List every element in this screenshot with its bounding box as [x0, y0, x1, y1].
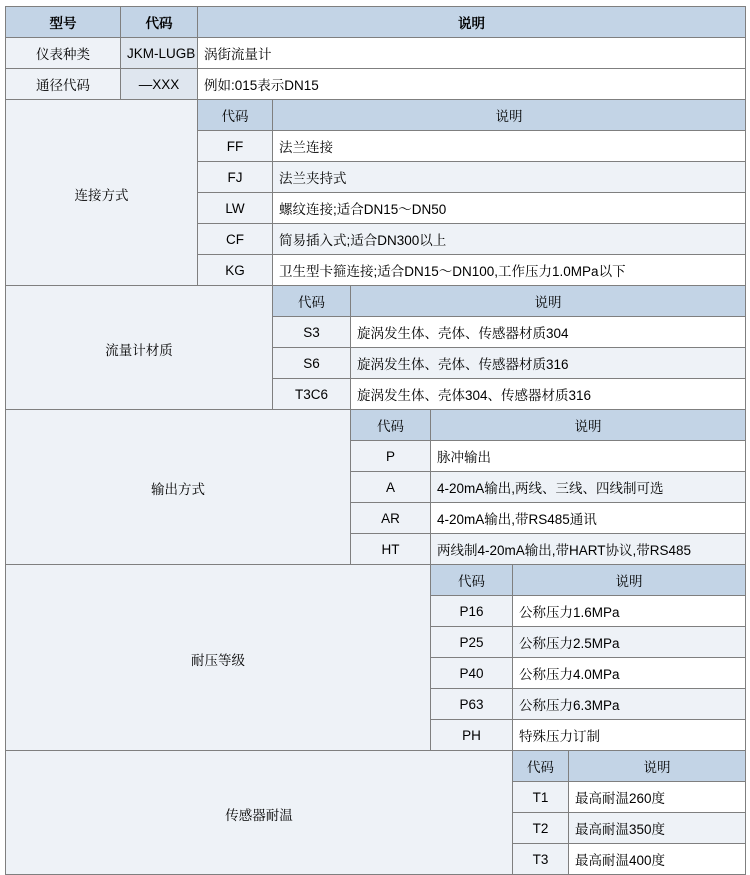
code-connection-fj: FJ	[198, 162, 273, 193]
desc-output-a: 4-20mA输出,两线、三线、四线制可选	[431, 472, 746, 503]
code-output-a: A	[351, 472, 431, 503]
code-material-s3: S3	[273, 317, 351, 348]
header-code: 代码	[121, 7, 198, 38]
desc-material-s3: 旋涡发生体、壳体、传感器材质304	[351, 317, 746, 348]
row-code-instrument-type: JKM-LUGB	[121, 38, 198, 69]
desc-output-ht: 两线制4-20mA输出,带HART协议,带RS485	[431, 534, 746, 565]
desc-pressure-p63: 公称压力6.3MPa	[513, 689, 746, 720]
group-label-pressure: 耐压等级	[191, 652, 245, 668]
group-blank-temperature	[6, 751, 513, 875]
desc-output-p: 脉冲输出	[431, 441, 746, 472]
code-pressure-ph: PH	[431, 720, 513, 751]
table-header-row	[6, 7, 746, 38]
group-material-subheader-row	[6, 286, 746, 317]
code-connection-lw: LW	[198, 193, 273, 224]
desc-temperature-t2: 最高耐温350度	[569, 813, 746, 844]
subheader-code-connection: 代码	[198, 100, 273, 131]
desc-pressure-p16: 公称压力1.6MPa	[513, 596, 746, 627]
code-connection-ff: FF	[198, 131, 273, 162]
subheader-code-material: 代码	[273, 286, 351, 317]
subheader-desc-connection: 说明	[273, 100, 746, 131]
row-label-instrument-type: 仪表种类	[6, 38, 121, 69]
table-row	[6, 69, 746, 100]
subheader-desc-temperature: 说明	[569, 751, 746, 782]
code-pressure-p63: P63	[431, 689, 513, 720]
subheader-code-temperature: 代码	[513, 751, 569, 782]
code-pressure-p25: P25	[431, 627, 513, 658]
desc-temperature-t3: 最高耐温400度	[569, 844, 746, 875]
desc-connection-fj: 法兰夹持式	[273, 162, 746, 193]
desc-material-t3c6: 旋涡发生体、壳体304、传感器材质316	[351, 379, 746, 410]
desc-connection-lw: 螺纹连接;适合DN15～DN50	[273, 193, 746, 224]
group-label-temperature: 传感器耐温	[225, 807, 293, 823]
table-row	[6, 38, 746, 69]
code-material-t3c6: T3C6	[273, 379, 351, 410]
group-blank-pressure	[6, 565, 431, 751]
desc-pressure-ph: 特殊压力订制	[513, 720, 746, 751]
row-code-diameter-code: —XXX	[121, 69, 198, 100]
desc-temperature-t1: 最高耐温260度	[569, 782, 746, 813]
subheader-code-output: 代码	[351, 410, 431, 441]
group-label-connection: 连接方式	[74, 187, 129, 203]
row-label-diameter-code: 通径代码	[6, 69, 121, 100]
group-temperature-subheader-row	[6, 751, 746, 782]
code-output-p: P	[351, 441, 431, 472]
code-output-ht: HT	[351, 534, 431, 565]
group-pressure-subheader-row	[6, 565, 746, 596]
header-desc: 说明	[198, 7, 746, 38]
desc-pressure-p25: 公称压力2.5MPa	[513, 627, 746, 658]
group-output-subheader-row	[6, 410, 746, 441]
group-label-material: 流量计材质	[105, 342, 173, 358]
desc-output-ar: 4-20mA输出,带RS485通讯	[431, 503, 746, 534]
code-temperature-t1: T1	[513, 782, 569, 813]
code-temperature-t2: T2	[513, 813, 569, 844]
code-pressure-p40: P40	[431, 658, 513, 689]
code-temperature-t3: T3	[513, 844, 569, 875]
code-connection-kg: KG	[198, 255, 273, 286]
desc-connection-cf: 简易插入式;适合DN300以上	[273, 224, 746, 255]
subheader-desc-pressure: 说明	[513, 565, 746, 596]
desc-connection-ff: 法兰连接	[273, 131, 746, 162]
desc-pressure-p40: 公称压力4.0MPa	[513, 658, 746, 689]
row-desc-diameter-code: 例如:015表示DN15	[198, 69, 746, 100]
header-model: 型号	[6, 7, 121, 38]
group-label-output: 输出方式	[151, 482, 205, 497]
subheader-desc-material: 说明	[351, 286, 746, 317]
row-desc-instrument-type: 涡街流量计	[198, 38, 746, 69]
subheader-code-pressure: 代码	[431, 565, 513, 596]
desc-connection-kg: 卫生型卡箍连接;适合DN15～DN100,工作压力1.0MPa以下	[273, 255, 746, 286]
group-blank-output	[6, 410, 351, 565]
group-connection-subheader-row	[6, 100, 746, 131]
model-code-table	[5, 6, 746, 875]
code-pressure-p16: P16	[431, 596, 513, 627]
subheader-desc-output: 说明	[431, 410, 746, 441]
code-output-ar: AR	[351, 503, 431, 534]
group-blank-connection	[6, 100, 198, 286]
group-blank-material	[6, 286, 273, 410]
code-connection-cf: CF	[198, 224, 273, 255]
desc-material-s6: 旋涡发生体、壳体、传感器材质316	[351, 348, 746, 379]
code-material-s6: S6	[273, 348, 351, 379]
